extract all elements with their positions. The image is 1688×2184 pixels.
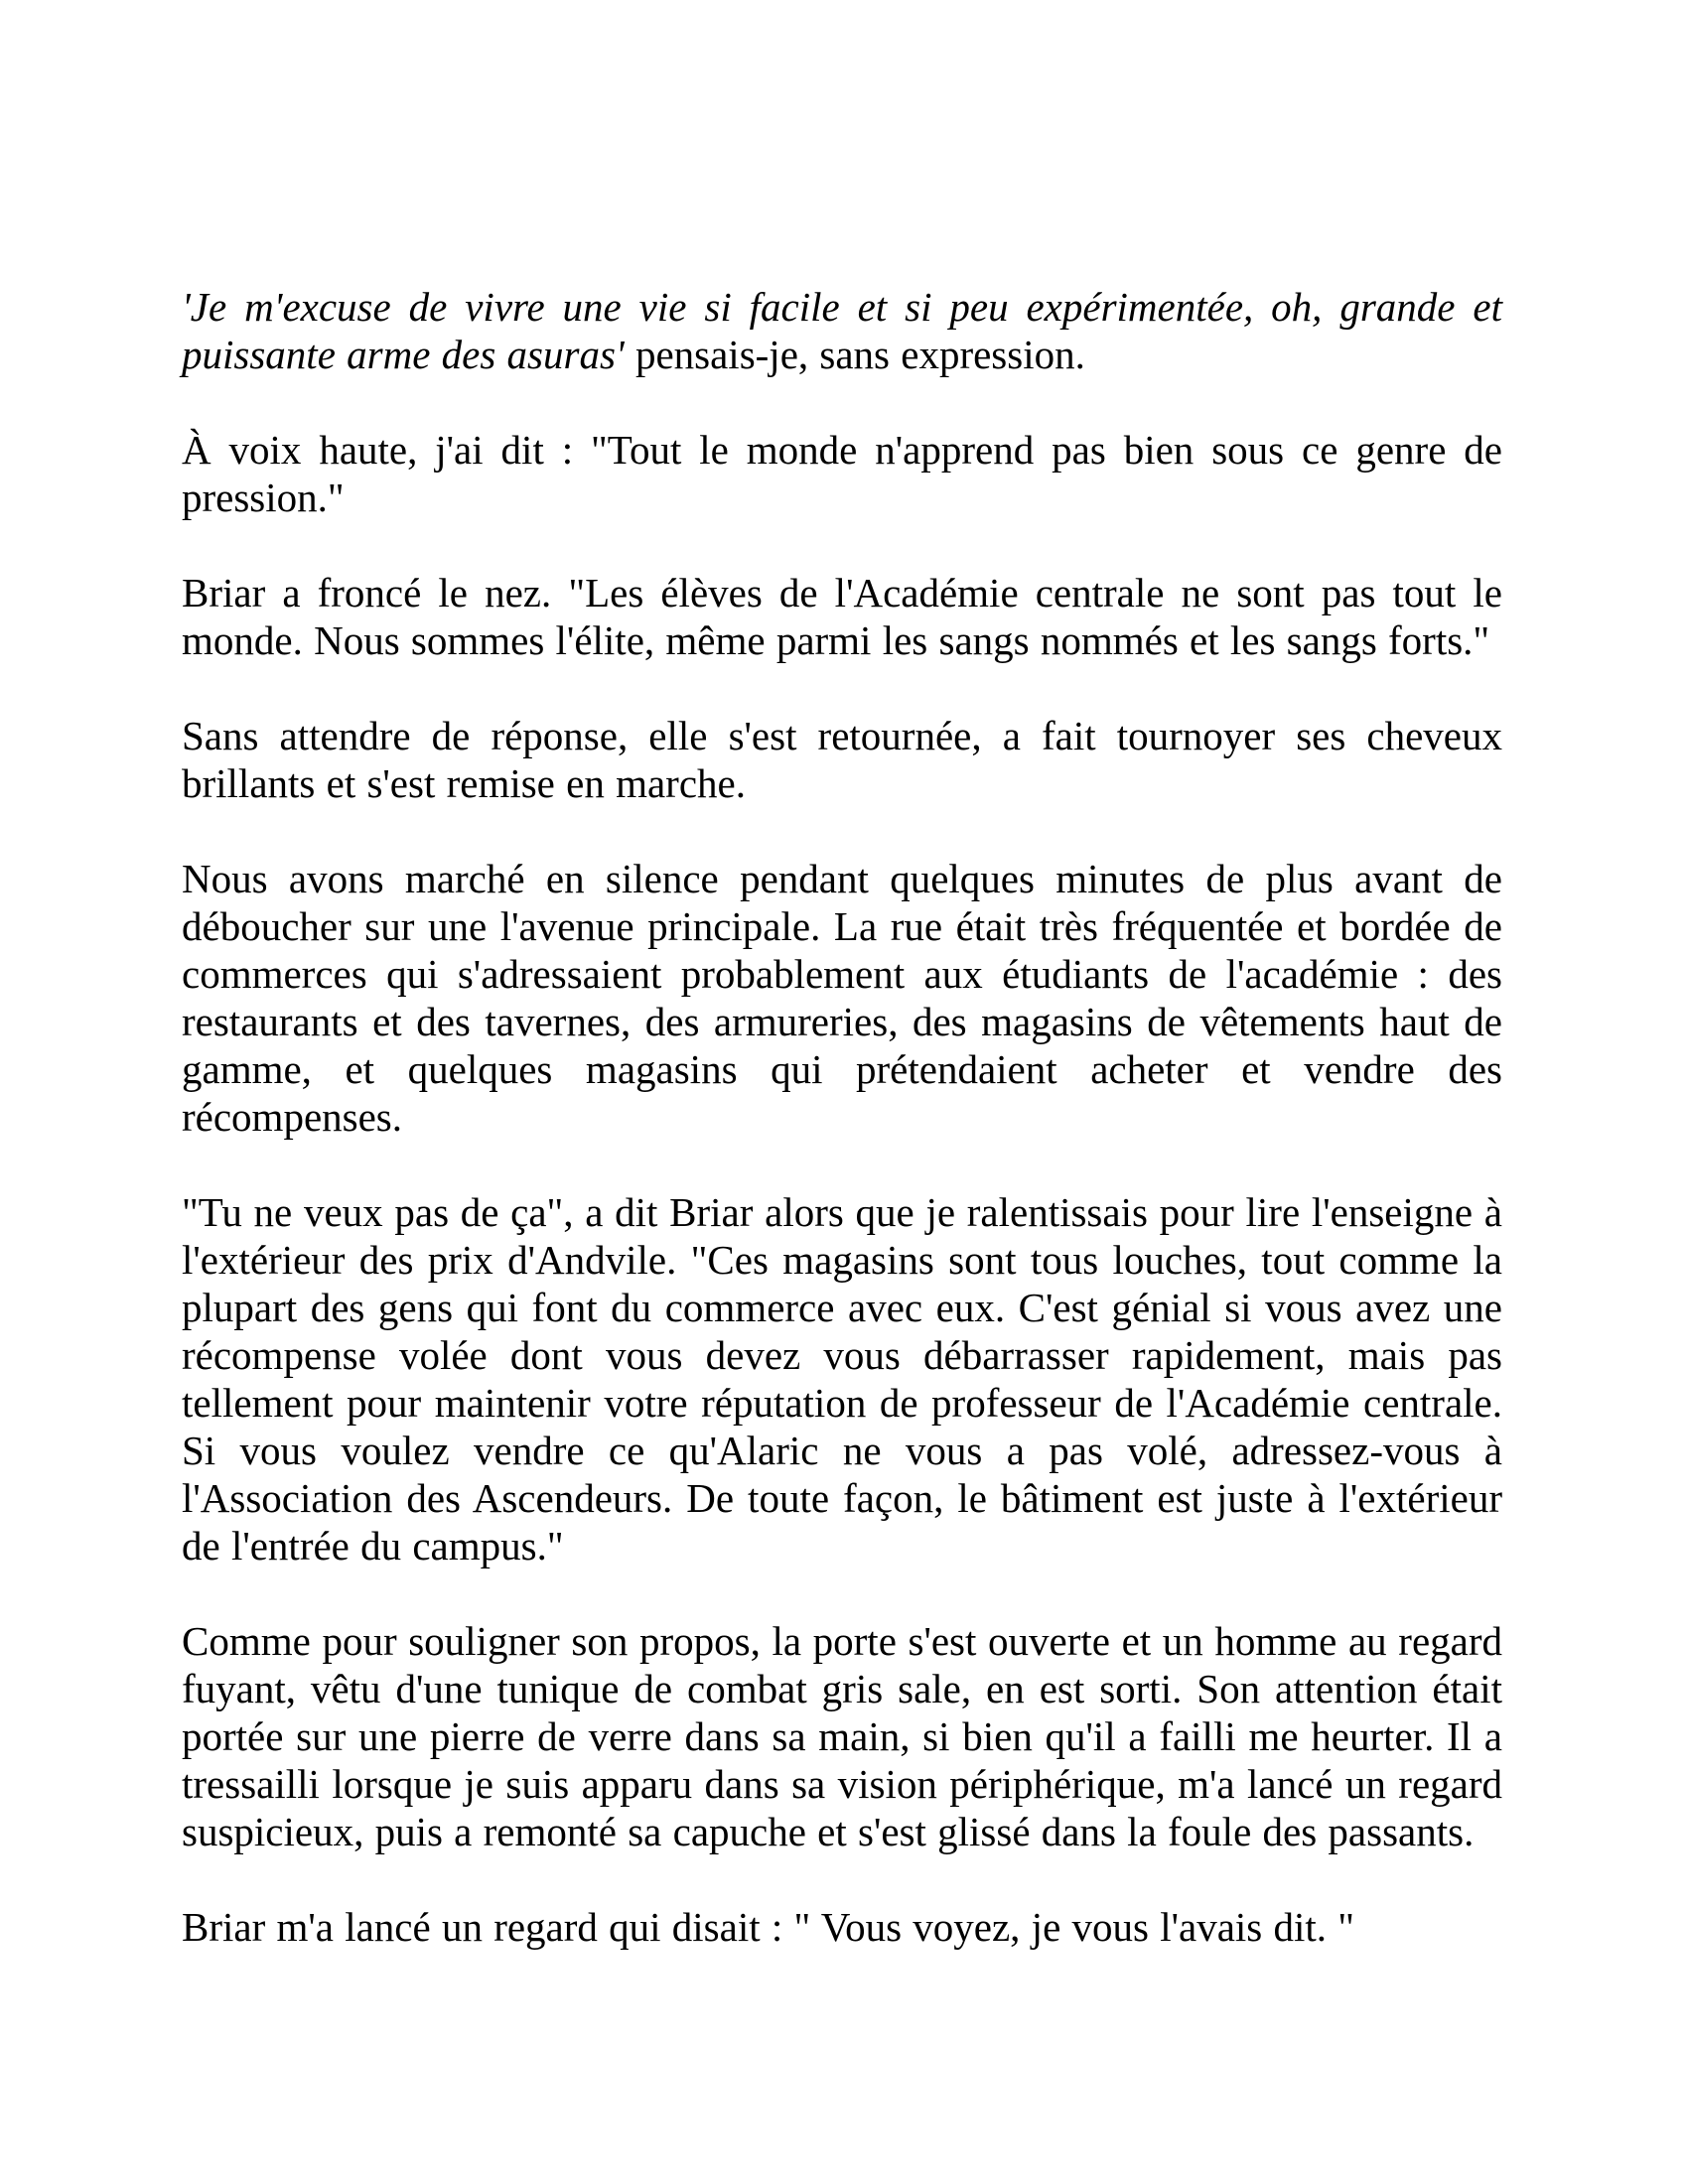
paragraph-shady-man: Comme pour souligner son propos, la porte s'est ouverte et un homme au regard fuyant, vêtu d'une tunique de combat gris sale, en est sorti. Son attention était portée sur une pierre de verre dans sa main, si bien qu'il a failli me heurter. Il a tressailli lorsque je suis apparu dans sa vision périphérique, m'a lancé un regard suspicieux, puis a remonté sa capuche et s'est glissé dans la foule des passants. xyxy=(182,1618,1502,1854)
paragraph-turned-away: Sans attendre de réponse, elle s'est retournée, a fait tournoyer ses cheveux brillants et s'est remise en marche. xyxy=(182,713,1502,806)
paragraph-briar-warning: "Tu ne veux pas de ça", a dit Briar alors que je ralentissais pour lire l'enseigne à l'extérieur des prix d'Andvile. "Ces magasins sont tous louches, tout comme la plupart des gens qui font du commerce avec eux. C'est génial si vous avez une récompense volée dont vous devez vous débarrasser rapidement, mais pas tellement pour maintenir votre réputation de professeur de l'Académie centrale. Si vous voulez vendre ce qu'Alaric ne vous a pas volé, adressez-vous à l'Association des Ascendeurs. De toute façon, le bâtiment est juste à l'extérieur de l'entrée du campus." xyxy=(182,1189,1502,1569)
paragraph-inner-monologue xyxy=(182,283,1502,378)
paragraph-avenue-description: Nous avons marché en silence pendant quelques minutes de plus avant de déboucher sur une l'avenue principale. La rue était très fréquentée et bordée de commerces qui s'adressaient probablement aux étudiants de l'académie : des restaurants et des tavernes, des armureries, des magasins de vêtements haut de gamme, et quelques magasins qui prétendaient acheter et vendre des récompenses. xyxy=(182,856,1502,1140)
paragraph-spoken-reply: À voix haute, j'ai dit : "Tout le monde n'apprend pas bien sous ce genre de pression." xyxy=(182,427,1502,520)
italic-thought-text: 'Je m'excuse de vivre une vie si facile et si peu expérimentée, oh, grande et puissante arme des asuras' xyxy=(182,284,1502,377)
narration-text: pensais-je, sans expression. xyxy=(624,332,1085,377)
paragraph-briar-look: Briar m'a lancé un regard qui disait : " Vous voyez, je vous l'avais dit. " xyxy=(182,1904,1355,1950)
paragraph-briar-elite: Briar a froncé le nez. "Les élèves de l'Académie centrale ne sont pas tout le monde. Nous sommes l'élite, même parmi les sangs nommés et les sangs forts." xyxy=(182,570,1502,663)
